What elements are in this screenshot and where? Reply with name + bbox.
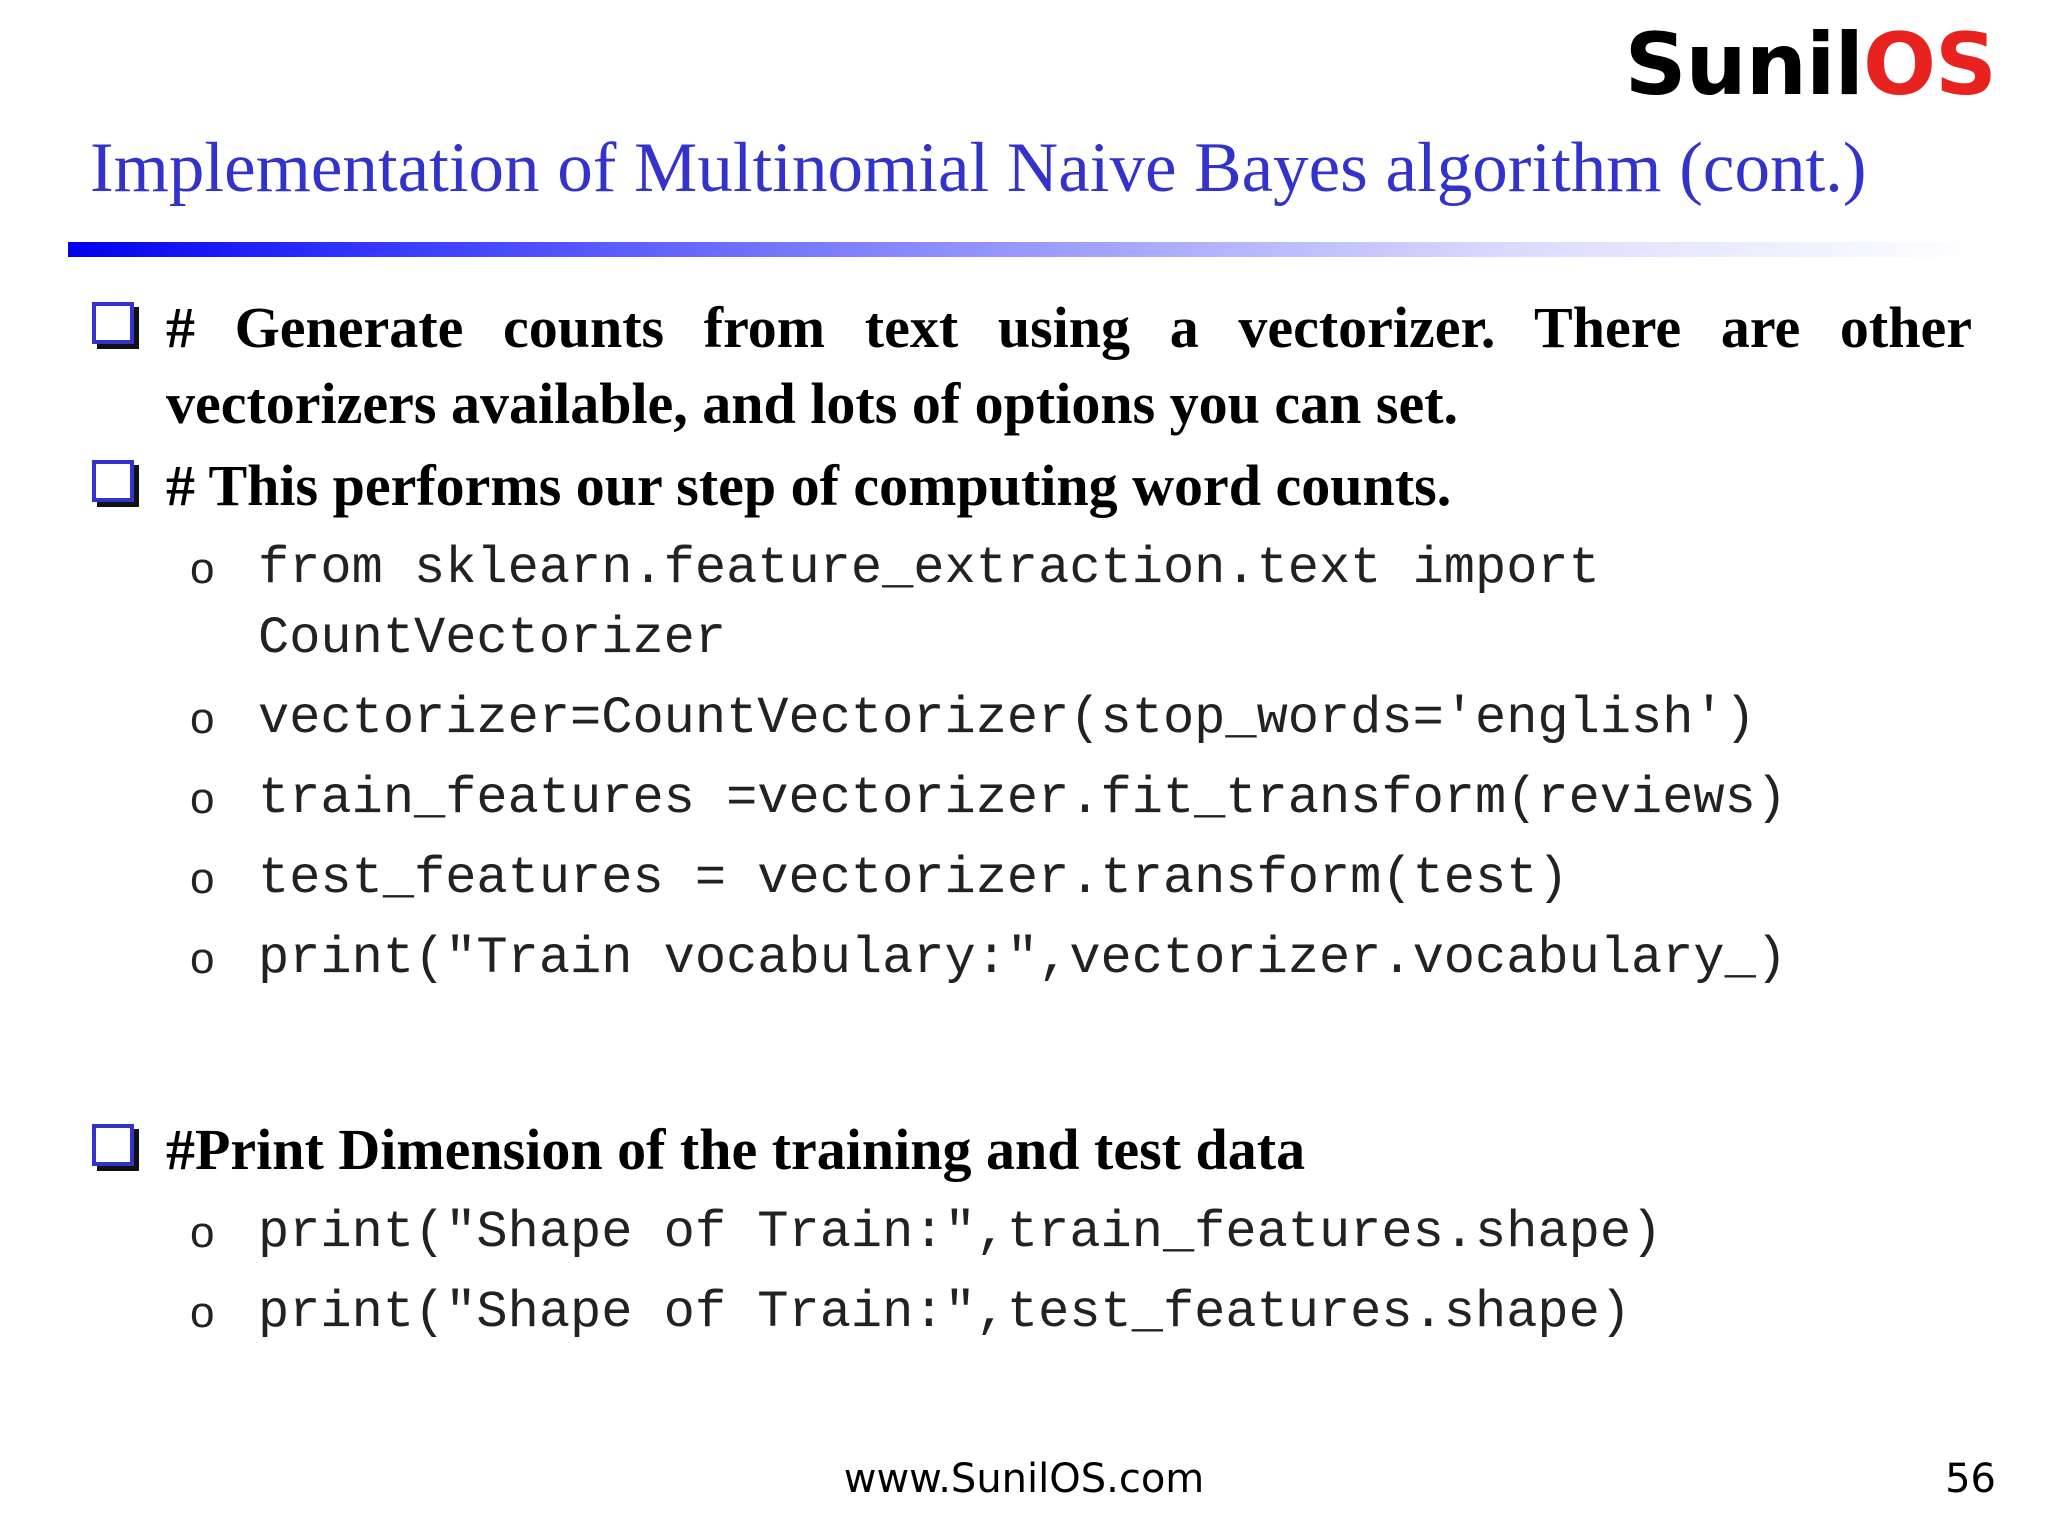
- code-line: [92, 844, 1972, 914]
- sunilos-logo: [1624, 15, 1996, 115]
- code-line: [92, 534, 1972, 674]
- code-list: [92, 1198, 1972, 1348]
- circle-bullet-icon: o: [190, 544, 215, 593]
- code-text: train_features =vectorizer.fit_transform(reviews): [258, 769, 1788, 828]
- bullet-text: # Generate counts from text using a vectorizer. There are other vectorizers available, and lots of options you can set.: [166, 295, 1972, 436]
- code-text: test_features = vectorizer.transform(test): [258, 849, 1569, 908]
- code-line: [92, 764, 1972, 834]
- code-line: [92, 924, 1972, 994]
- code-text: print("Train vocabulary:",vectorizer.vocabulary_): [258, 929, 1788, 988]
- square-bullet-icon: [92, 302, 134, 344]
- footer-url: www.SunilOS.com: [843, 1456, 1205, 1502]
- square-bullet-icon: [92, 460, 134, 502]
- code-text: from sklearn.feature_extraction.text import CountVectorizer: [258, 539, 1632, 668]
- circle-bullet-icon: o: [190, 1288, 215, 1337]
- square-bullet-icon: [92, 1124, 134, 1166]
- code-text: vectorizer=CountVectorizer(stop_words='english'): [258, 689, 1756, 748]
- code-line: [92, 684, 1972, 754]
- bullet-text: # This performs our step of computing word counts.: [166, 453, 1452, 518]
- code-line: [92, 1198, 1972, 1268]
- bullet-section-3: [92, 1112, 1972, 1348]
- circle-bullet-icon: o: [190, 934, 215, 983]
- code-list: [92, 534, 1972, 994]
- bullet-text: #Print Dimension of the training and test data: [166, 1117, 1306, 1182]
- bullet-section-2: [92, 448, 1972, 994]
- code-line: [92, 1278, 1972, 1348]
- logo-text-os: OS: [1862, 15, 1996, 115]
- slide-content: [92, 290, 1972, 1348]
- circle-bullet-icon: o: [190, 694, 215, 743]
- code-text: print("Shape of Train:",train_features.shape): [258, 1203, 1663, 1262]
- bullet-item: [92, 1112, 1972, 1188]
- slide-title: Implementation of Multinomial Naive Bayes algorithm (cont.): [90, 129, 1867, 207]
- logo-text-sunil: Sunil: [1624, 15, 1863, 115]
- code-text: print("Shape of Train:",test_features.shape): [258, 1283, 1632, 1342]
- bullet-item: [92, 448, 1972, 524]
- bullet-item: [92, 290, 1972, 442]
- circle-bullet-icon: o: [190, 774, 215, 823]
- circle-bullet-icon: o: [190, 1208, 215, 1257]
- title-underline-bar: [68, 242, 1978, 257]
- bullet-section-1: [92, 290, 1972, 442]
- page-number: 56: [1945, 1456, 1996, 1502]
- circle-bullet-icon: o: [190, 854, 215, 903]
